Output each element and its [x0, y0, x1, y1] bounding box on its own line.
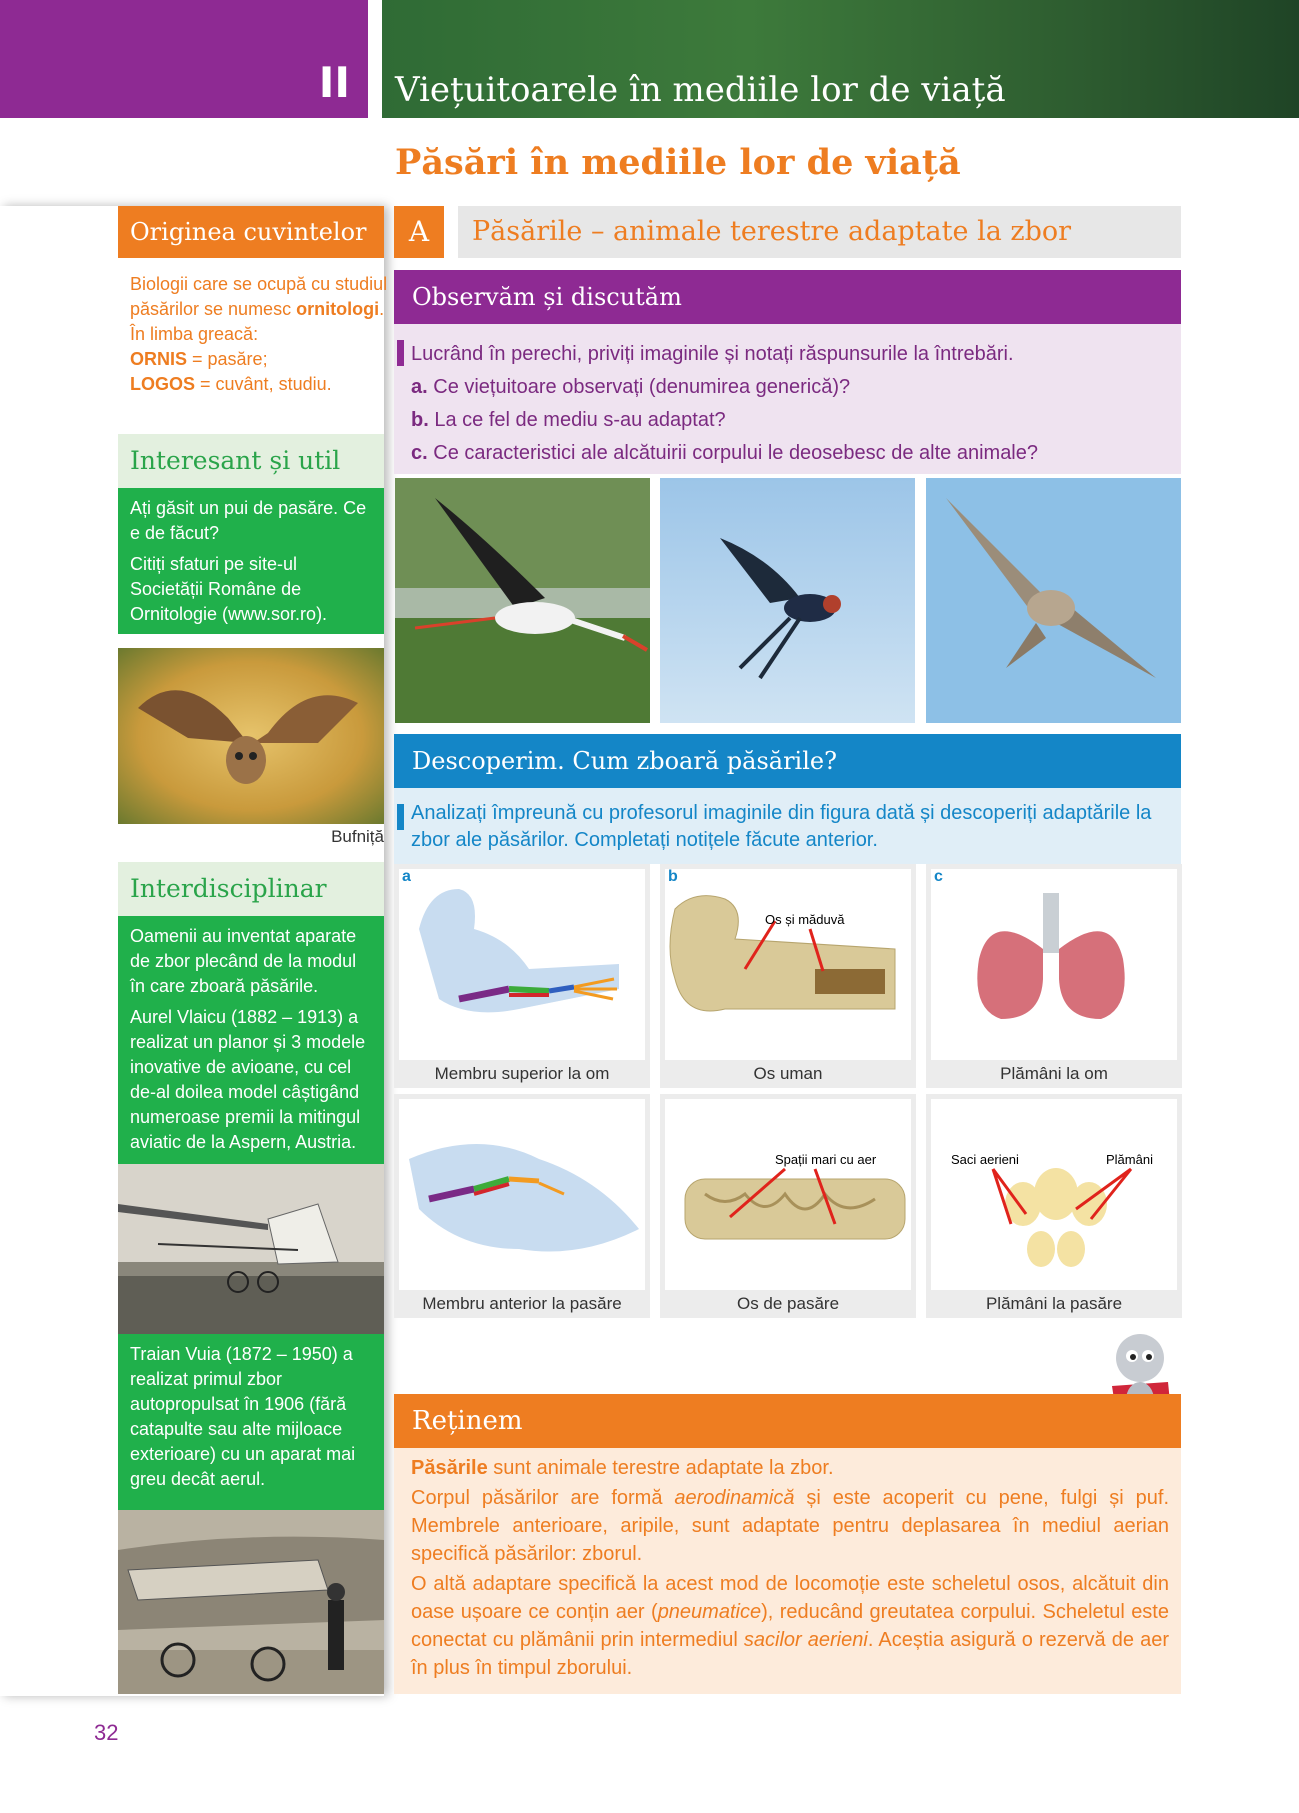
discover-marker	[397, 804, 404, 830]
annotation-lungs: Plămâni	[1106, 1152, 1153, 1167]
fig-bird-lungs	[926, 1094, 1182, 1318]
discover-header: Descoperim. Cum zboară păsările?	[394, 734, 1181, 788]
remember-text: Păsările sunt animale terestre adaptate la zbor. Corpul păsărilor are formă aerodinamică și este acoperit cu pene, fulgi și puf. Membrele anterioare, aripile, sunt adaptate pentru deplasarea în mediul aerian specifică păsărilor: zborul. O altă adaptare specifică la acest mod de locomoție este scheletul osos, alcătuit din oase ușoare ce conțin aer (pneumatice), reducând greutatea corpului. Scheletul este conectat cu plămânii prin intermediul sacilor aerieni. Aceștia asigură o rezervă de aer în plus în timpul zborului.	[411, 1457, 1170, 1679]
fig-human-bone	[660, 864, 916, 1088]
observe-header: Observăm și discutăm	[394, 270, 1181, 324]
caption-human-lungs: Plămâni la om	[1000, 1064, 1108, 1083]
page-number: 32	[94, 1720, 119, 1745]
fig-human-lungs	[926, 864, 1182, 1088]
fig-letter-a: a	[402, 868, 411, 885]
origin-text: Biologii care se ocupă cu studiul păsărilor se numesc ornitologi. În limba greacă: ORNIS = pasăre; LOGOS = cuvânt, studiu.	[130, 274, 388, 394]
stork-photo	[395, 478, 650, 723]
swallow-photo	[660, 478, 915, 723]
interdisc-box-1: Oamenii au inventat aparate de zbor plecând de la modul în care zboară păsările. Aurel Vlaicu (1882 – 1913) a realizat un planor și 3 modele inovative de avioane, cu cel de-al doilea model câștigând numeroase premii la mitingul aviatic de la Aspern, Austria.	[118, 916, 384, 1164]
annotation-air-spaces: Spații mari cu aer	[775, 1152, 877, 1167]
origin-term: ornitologi	[296, 299, 380, 319]
unit-title: Viețuitoarele în mediile lor de viață	[395, 70, 1006, 110]
owl-photo	[118, 648, 384, 824]
chapter-banner	[0, 0, 368, 118]
caption-human-limb: Membru superior la om	[434, 1064, 610, 1083]
caption-bird-bone: Os de pasăre	[736, 1294, 840, 1313]
useful-box: Ați găsit un pui de pasăre. Ce e de făcut? Citiți sfaturi pe site-ul Societății Române de Ornitologie (www.sor.ro).	[118, 488, 384, 634]
fig-letter-b: b	[668, 868, 678, 885]
fig-bird-bone	[660, 1094, 916, 1318]
observe-questions: Lucrând în perechi, priviți imaginile și notați răspunsurile la întrebări. a. Ce viețuitoare observați (denumirea generică)? b. La ce fel de mediu s-au adaptat? c. Ce caracteristici ale alcătuirii corpului le deosebesc de alte animale?	[411, 343, 1038, 464]
caption-human-bone: Os uman	[753, 1064, 823, 1083]
annotation-air-sacs: Saci aerieni	[951, 1152, 1019, 1167]
origin-header: Originea cuvintelor	[118, 206, 384, 258]
lesson-title: Păsări în mediile lor de viață	[395, 142, 961, 183]
section-title: Păsările – animale terestre adaptate la zbor	[458, 206, 1181, 258]
section-letter: A	[394, 206, 444, 258]
discover-text: Analizați împreună cu profesorul imaginile din figura dată și descoperiți adaptările la zbor ale păsărilor. Completați notițele făcute anterior.	[411, 802, 1152, 851]
interdisc-header: Interdisciplinar	[118, 862, 384, 916]
useful-header: Interesant și util	[118, 434, 384, 488]
chapter-number: II	[318, 58, 350, 107]
interdisc-box-2: Traian Vuia (1872 – 1950) a realizat primul zbor autopropulsat în 1906 (fără catapulte sau alte mijloace exterioare) cu un aparat mai greu decât aerul.	[118, 1334, 384, 1510]
owl-caption: Bufniță	[331, 827, 384, 846]
hawk-photo	[926, 478, 1181, 723]
vuia-plane-photo	[118, 1510, 384, 1694]
annotation-marrow: Os și măduvă	[765, 912, 845, 927]
vlaicu-plane-photo	[118, 1164, 384, 1334]
remember-header: Reținem	[394, 1394, 1181, 1448]
caption-bird-limb: Membru anterior la pasăre	[422, 1294, 622, 1313]
caption-bird-lungs: Plămâni la pasăre	[985, 1294, 1123, 1313]
fig-human-limb	[394, 864, 650, 1088]
fig-letter-c: c	[934, 868, 943, 885]
observe-marker	[397, 340, 404, 366]
fig-bird-limb	[394, 1094, 650, 1318]
